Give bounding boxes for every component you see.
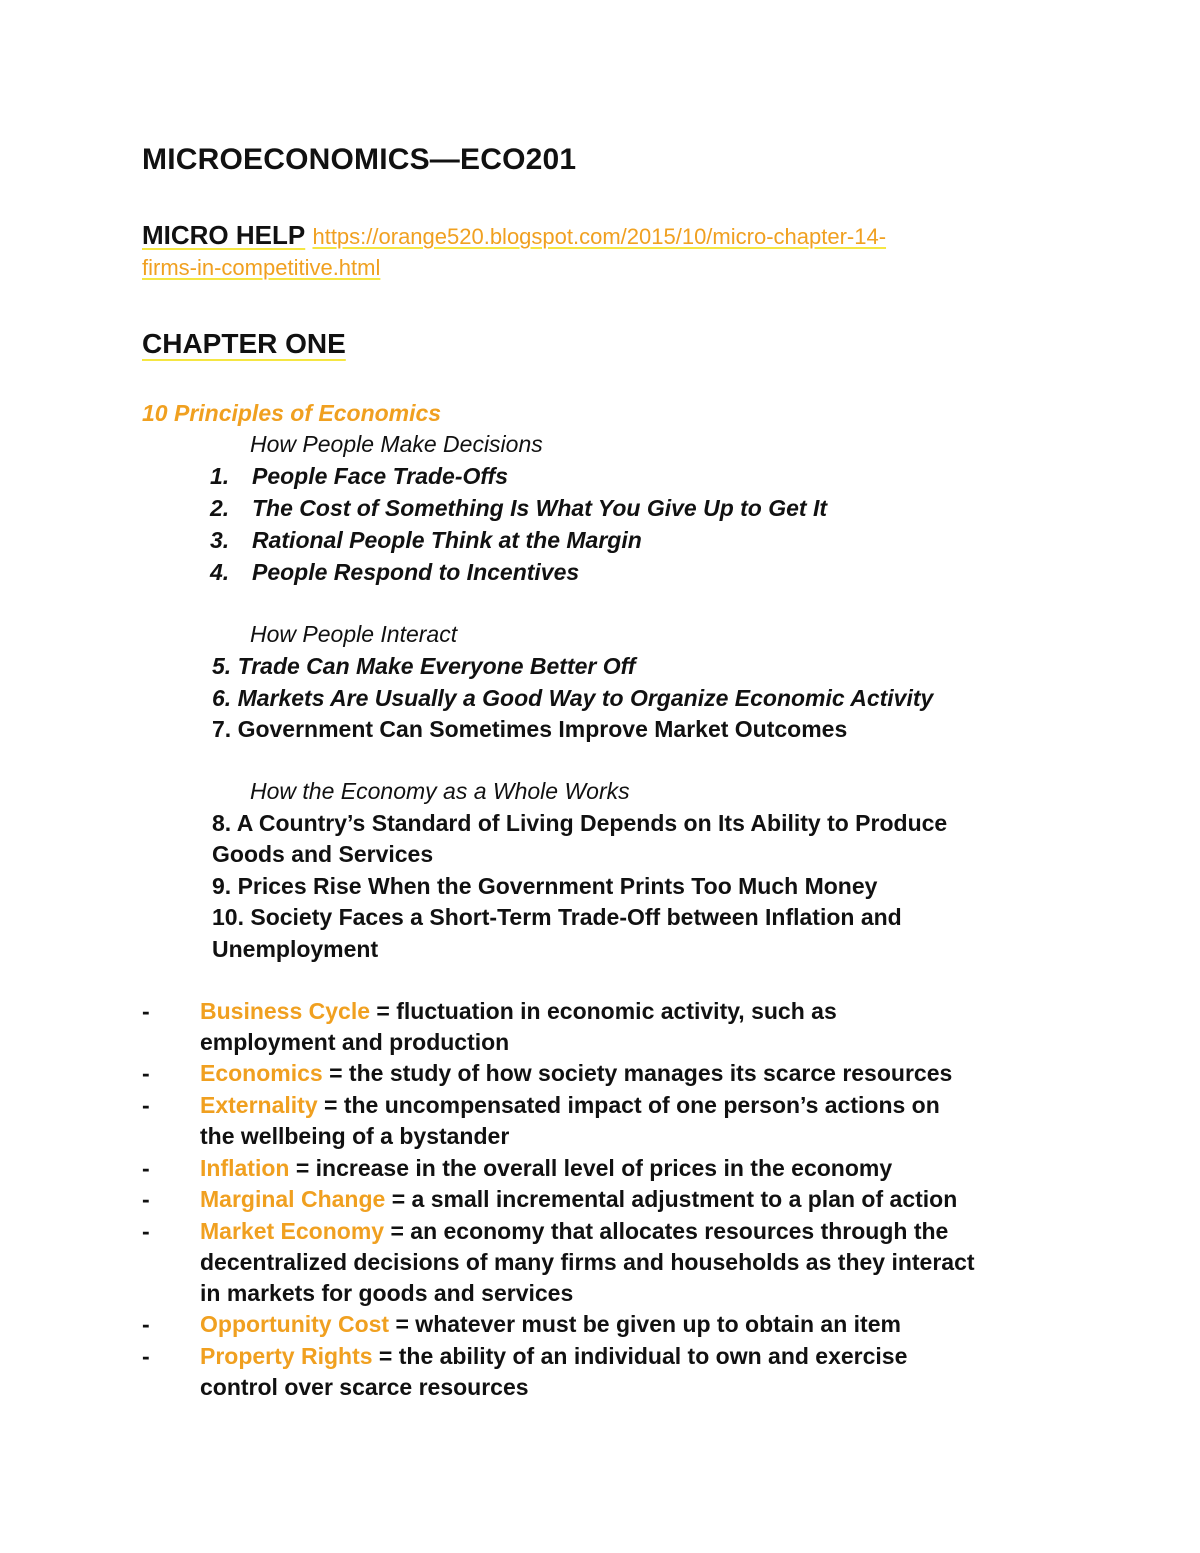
principle-item: 7. Government Can Sometimes Improve Market Outcomes	[212, 716, 848, 742]
micro-help-link-continued	[142, 255, 380, 281]
definition-term: Market Economy	[200, 1218, 385, 1244]
principle-item: 8. A Country’s Standard of Living Depends on Its Ability to Produce	[212, 810, 948, 836]
chapter-heading: CHAPTER ONE	[142, 328, 346, 359]
definition-term: Inflation	[200, 1155, 290, 1181]
principle-item: 3. Rational People Think at the Margin	[210, 527, 642, 553]
principle-item-continued: Goods and Services	[212, 841, 434, 867]
principles-heading: 10 Principles of Economics	[142, 400, 442, 426]
group-title-interact: How People Interact	[250, 621, 458, 647]
definition-term: Externality	[200, 1092, 318, 1118]
principle-item: 6. Markets Are Usually a Good Way to Organize Economic Activity	[212, 685, 934, 711]
principle-item: 1. People Face Trade-Offs	[210, 463, 509, 489]
principle-item: 9. Prices Rise When the Government Prints Too Much Money	[212, 873, 878, 899]
micro-help-link[interactable]: https://orange520.blogspot.com/2015/10/micro-chapter-14-	[312, 224, 887, 249]
definition-term: Business Cycle	[200, 998, 371, 1024]
definition-term: Opportunity Cost	[200, 1311, 390, 1337]
principle-item: 2. The Cost of Something Is What You Give Up to Get It	[210, 495, 828, 521]
document-page: MICROECONOMICS—ECO201 MICRO HELP https://orange520.blogspot.com/2015/10/micro-chapter-14- firms-in-competitive.html CHAPTER ONE 10 Principles of Economics How People Make Decisions 1. People Face Trade-Offs 2. The Cost of Something Is What You Give Up to Get It 3. Rational People Think at the Margin 4. People Respond to Incentives How People Interact 5. Trade Can Make Everyone Better Off 6. Markets Are Usually a Good Way to Organize Economic Activity 7. Government Can Sometimes Improve Market Outcomes How the Economy as a Whole Works 8. A Country’s Standard of Living Depends on Its Ability to Produce Goods and Services 9. Prices Rise When the Government Prints Too Much Money 10. Society Faces a Short-Term Trade-Off between Inflation and Unemployment - Business Cycle = fluctuation in economic activity, such as employment and production - Economics = the study of how society manages its scarce resources - Externality = the uncompensated impact of one person’s actions on the wellbeing of a bystander - Inflation = increase in the overall level of prices in the economy - Marginal Change = a small incremental adjustment to a plan of action - Market Economy = an economy that allocates resources through the decentralized decisions of many firms and households as they interact in markets for goods and services - Opportunity Cost = whatever must be given up to obtain an item - Property Rights = the ability of an individual to own and exercise control over scarce resources	[142, 143, 975, 1400]
definition-term: Marginal Change	[200, 1186, 386, 1212]
group-title-decisions: How People Make Decisions	[250, 431, 543, 457]
principle-item: 5. Trade Can Make Everyone Better Off	[212, 653, 636, 679]
principle-item: 10. Society Faces a Short-Term Trade-Off between Inflation and	[212, 904, 902, 930]
document-title: MICROECONOMICS—ECO201	[142, 143, 577, 176]
micro-help-line	[142, 220, 886, 251]
micro-help-link-part2[interactable]: firms-in-competitive.html	[142, 255, 381, 280]
group-title-economy: How the Economy as a Whole Works	[250, 778, 630, 804]
micro-help-label: MICRO HELP	[142, 220, 306, 250]
principle-item: 4. People Respond to Incentives	[210, 559, 580, 585]
definition-term: Economics	[200, 1060, 323, 1086]
definition-term: Property Rights	[200, 1343, 373, 1369]
principle-item-continued: Unemployment	[212, 936, 379, 962]
